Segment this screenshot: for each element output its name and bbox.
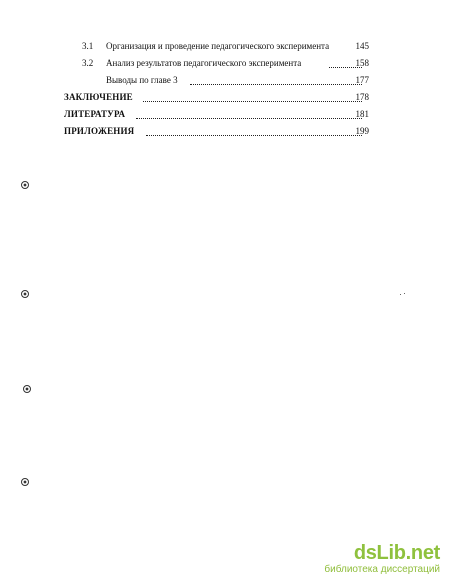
toc-leader-dots (146, 126, 362, 136)
toc-entry-appendices (0, 124, 450, 138)
toc-leader-dots (136, 109, 362, 119)
scan-speck (404, 293, 405, 294)
scan-hole-mark (21, 478, 29, 486)
toc-entry-3-2 (0, 56, 450, 70)
toc-entry-number: 3.2 (82, 58, 94, 68)
watermark-logo: dsLib.net (353, 542, 440, 564)
toc-leader-dots (143, 92, 362, 102)
toc-entry-page: 145 (355, 41, 369, 51)
watermark (324, 543, 440, 576)
toc-entry-title: ПРИЛОЖЕНИЯ (64, 126, 135, 136)
toc-entry-title: Организация и проведение педагогического эксперимента (106, 41, 330, 51)
toc-entry-literature (0, 107, 450, 121)
watermark-subtitle: библиотека диссертаций (324, 564, 440, 575)
toc-entry-number: 3.1 (82, 41, 94, 51)
toc-entry-title: ЛИТЕРАТУРА (64, 109, 126, 119)
toc-entry-3-1 (0, 39, 450, 53)
toc-entry-conclusion (0, 90, 450, 104)
toc-entry-page: 158 (355, 58, 369, 68)
scan-hole-mark (21, 290, 29, 298)
toc-entry-title: Выводы по главе 3 (106, 75, 178, 85)
toc-entry-page: 181 (355, 109, 369, 119)
scan-hole-mark (23, 385, 31, 393)
toc-entry-page: 178 (355, 92, 369, 102)
toc-entry-page: 199 (355, 126, 369, 136)
scan-hole-mark (21, 181, 29, 189)
toc-entry-page: 177 (355, 75, 369, 85)
toc-entry-title: Анализ результатов педагогического эксперимента (106, 58, 302, 68)
scan-speck (400, 294, 401, 295)
toc-entry-conclusions-ch3 (0, 73, 450, 87)
toc-entry-title: ЗАКЛЮЧЕНИЕ (64, 92, 133, 102)
toc-leader-dots (190, 75, 362, 85)
